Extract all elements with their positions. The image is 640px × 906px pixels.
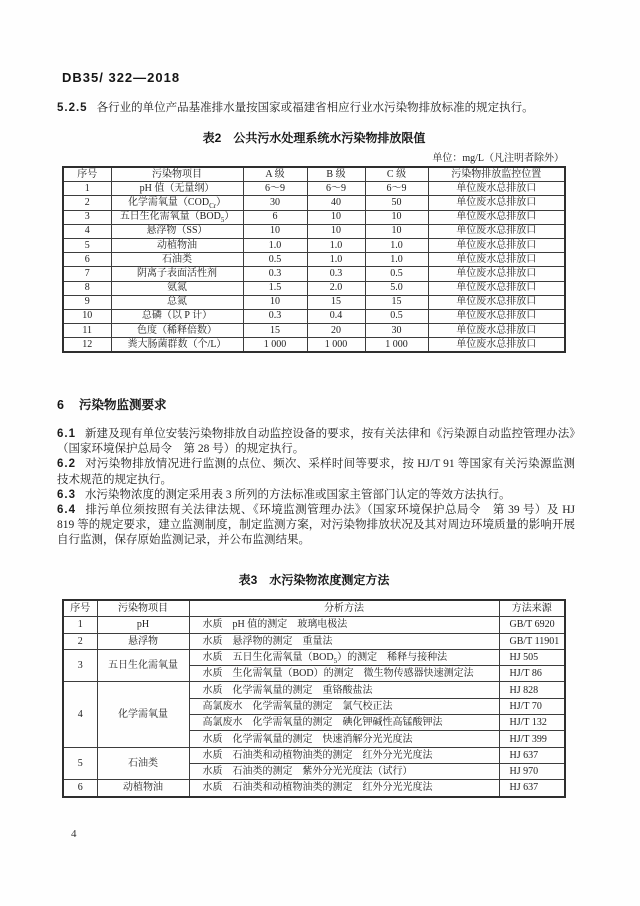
table3-header-cell: 分析方法 (189, 600, 499, 617)
clause-paragraph (57, 427, 575, 457)
table2-cell: 1.0 (365, 238, 428, 252)
table3-method-cell: 水质 石油类和动植物油类的测定 红外分光光度法 (189, 780, 499, 797)
section-6-heading (57, 395, 166, 413)
table3-source-cell: HJ 505 (499, 649, 565, 665)
table2-cell: 色度（稀释倍数） (111, 324, 243, 338)
table2-cell: 8 (63, 281, 111, 295)
table3-caption-title: 水污染物浓度测定方法 (269, 573, 390, 587)
table2-row (63, 224, 565, 238)
table2-cell: 40 (307, 196, 365, 210)
table2-cell: 1.0 (365, 253, 428, 267)
table2-cell: 单位废水总排放口 (428, 338, 565, 353)
table2-header-cell: 污染物排放监控位置 (428, 167, 565, 182)
table3-no-cell: 3 (63, 649, 97, 682)
table3-header-cell: 序号 (63, 600, 97, 617)
table2-cell: 总磷（以 P 计） (111, 309, 243, 323)
table3-method-cell: 水质 pH 值的测定 玻璃电极法 (189, 617, 499, 633)
table2-cell: 2.0 (307, 281, 365, 295)
section-number: 6 (57, 398, 65, 412)
clause-text: 排污单位须按照有关法律法规、《环境监测管理办法》（国家环境保护总局令 第 39 号）及 HJ 819 等的规定要求，建立监测制度，制定监测方案，对污染物排放状况及其对周边环境质量的影响开展自行监测，保存原始监测记录，并公布监测结果。 (57, 504, 575, 547)
table2-cell: 7 (63, 267, 111, 281)
table2-cell: 1 000 (243, 338, 307, 353)
table3-method-cell: 水质 化学需氧量的测定 快速消解分光光度法 (189, 731, 499, 747)
table3 (62, 599, 566, 798)
clause-paragraph (57, 457, 575, 487)
table3-method-cell: 水质 生化需氧量（BOD）的测定 微生物传感器快速测定法 (189, 666, 499, 682)
table2-cell: 50 (365, 196, 428, 210)
doc-number: DB35/ 322—2018 (62, 70, 181, 85)
page-number: 4 (71, 828, 77, 840)
table3-row (63, 780, 565, 797)
table2-header-cell: 污染物项目 (111, 167, 243, 182)
table2-cell: 总氮 (111, 295, 243, 309)
table2-cell: 单位废水总排放口 (428, 182, 565, 196)
table2-cell: 五日生化需氧量$(BOD_5)$ (111, 210, 243, 224)
table2-cell: 6 (243, 210, 307, 224)
table2-cell: 石油类 (111, 253, 243, 267)
table3-method-cell: 水质 悬浮物的测定 重量法 (189, 633, 499, 649)
table2-cell: 20 (307, 324, 365, 338)
clause-5-2-5 (57, 100, 575, 116)
table2-cell: 0.4 (307, 309, 365, 323)
table2-cell: pH 值（无量纲） (111, 182, 243, 196)
table2-cell: 12 (63, 338, 111, 353)
table2-header-row (63, 167, 565, 182)
table3-source-cell: HJ/T 132 (499, 715, 565, 731)
table3-header-row (63, 600, 565, 617)
table2-cell: 1.0 (307, 253, 365, 267)
table2-cell: 11 (63, 324, 111, 338)
table2-cell: 单位废水总排放口 (428, 324, 565, 338)
table3-source-cell: HJ/T 86 (499, 666, 565, 682)
table2-cell: 10 (365, 224, 428, 238)
table2-cell: 1.5 (243, 281, 307, 295)
table2-caption (62, 129, 566, 146)
table2-cell: 9 (63, 295, 111, 309)
table2-cell: 30 (243, 196, 307, 210)
table3-source-cell: HJ 637 (499, 747, 565, 763)
table2-row (63, 253, 565, 267)
table2-cell: 氨氮 (111, 281, 243, 295)
table2-cell: 4 (63, 224, 111, 238)
clause-text: 各行业的单位产品基准排水量按国家或福建省相应行业水污染物排放标准的规定执行。 (96, 102, 534, 114)
table3-row (63, 682, 565, 698)
table3-no-cell: 6 (63, 780, 97, 797)
table2-body (63, 182, 565, 353)
table3-source-cell: GB/T 6920 (499, 617, 565, 633)
table2-header-cell: C 级 (365, 167, 428, 182)
table3-item-cell: 五日生化需氧量 (97, 649, 189, 682)
table2-caption-title: 公共污水处理系统水污染物排放限值 (233, 131, 426, 145)
table2-cell: 10 (243, 295, 307, 309)
table2-cell: 单位废水总排放口 (428, 309, 565, 323)
clause-text: 水污染物浓度的测定采用表 3 所列的方法标准或国家主管部门认定的等效方法执行。 (85, 488, 511, 501)
table3-source-cell: HJ/T 399 (499, 731, 565, 747)
clause-paragraph (57, 488, 575, 503)
table2-cell: 单位废水总排放口 (428, 281, 565, 295)
table2-cell: 单位废水总排放口 (428, 196, 565, 210)
clause-text: 对污染物排放情况进行监测的点位、频次、采样时间等要求，按 HJ/T 91 等国家有关污染源监测技术规范的规定执行。 (57, 458, 575, 486)
table3-item-cell: 石油类 (97, 747, 189, 780)
table2-cell: 6～9 (243, 182, 307, 196)
table3-source-cell: HJ 637 (499, 780, 565, 797)
clause-number: 6.4 (57, 504, 76, 517)
table2-cell: 0.5 (365, 267, 428, 281)
table3-row (63, 617, 565, 633)
table2-cell: 15 (365, 295, 428, 309)
table2-cell: 30 (365, 324, 428, 338)
table2-cell: 单位废水总排放口 (428, 238, 565, 252)
table2-cell: 1 (63, 182, 111, 196)
clause-number: 5.2.5 (57, 102, 88, 114)
table2-cell: 0.3 (243, 309, 307, 323)
table2-cell: 单位废水总排放口 (428, 224, 565, 238)
table2-cell: 0.5 (365, 309, 428, 323)
table3-source-cell: HJ 828 (499, 682, 565, 698)
table3-method-cell: 水质 石油类和动植物油类的测定 红外分光光度法 (189, 747, 499, 763)
table3-row (63, 747, 565, 763)
unit-note: 单位：mg/L（凡注明者除外） (432, 153, 564, 164)
clause-number: 6.3 (57, 488, 76, 501)
table2-cell: 0.5 (243, 253, 307, 267)
table2-cell: 悬浮物（SS） (111, 224, 243, 238)
table2-cell: 1 000 (365, 338, 428, 353)
table2-cell: 10 (307, 224, 365, 238)
table3-body (63, 617, 565, 797)
table2-cell: 5 (63, 238, 111, 252)
table2-row (63, 267, 565, 281)
table2-cell: 0.3 (243, 267, 307, 281)
table2-row (63, 309, 565, 323)
table2-cell: 10 (307, 210, 365, 224)
section-title: 污染物监测要求 (78, 398, 167, 412)
table3-source-cell: HJ/T 70 (499, 698, 565, 714)
table2-cell: 15 (307, 295, 365, 309)
table2-cell: 1 000 (307, 338, 365, 353)
table2-cell: 2 (63, 196, 111, 210)
table2-row (63, 238, 565, 252)
table3-no-cell: 4 (63, 682, 97, 747)
table2-header-cell: B 级 (307, 167, 365, 182)
table2-cell: 10 (243, 224, 307, 238)
table2-cell: 单位废水总排放口 (428, 210, 565, 224)
table2-cell: 单位废水总排放口 (428, 267, 565, 281)
clause-number: 6.1 (57, 428, 76, 440)
table3-caption-label: 表3 (238, 573, 258, 587)
table2-cell: 10 (63, 309, 111, 323)
table2-row (63, 210, 565, 224)
table2-cell: 动植物油 (111, 238, 243, 252)
table2-cell: 6 (63, 253, 111, 267)
table3-no-cell: 5 (63, 747, 97, 780)
table3-row (63, 633, 565, 649)
table2-row (63, 324, 565, 338)
table2-header-cell: 序号 (63, 167, 111, 182)
table2-cell: 化学需氧量$(COD_{Cr})$ (111, 196, 243, 210)
table3-method-cell: 水质 石油类的测定 紫外分光光度法（试行） (189, 763, 499, 779)
table2-row (63, 295, 565, 309)
table2-row (63, 338, 565, 353)
table2-cell: 1.0 (307, 238, 365, 252)
table2-cell: 5.0 (365, 281, 428, 295)
section-6-clauses (57, 427, 575, 549)
table3-item-cell: 动植物油 (97, 780, 189, 797)
table2-header-cell: A 级 (243, 167, 307, 182)
table3-method-cell: 水质 五日生化需氧量$(BOD_5)$的测定 稀释与接种法 (189, 649, 499, 665)
table2-cell: 0.3 (307, 267, 365, 281)
table3-row (63, 649, 565, 665)
clause-paragraph (57, 503, 575, 549)
table2-cell: 6～9 (365, 182, 428, 196)
table3-source-cell: GB/T 11901 (499, 633, 565, 649)
table2-cell: 粪大肠菌群数（个/L） (111, 338, 243, 353)
table3-method-cell: 水质 化学需氧量的测定 重铬酸盐法 (189, 682, 499, 698)
table2-cell: 单位废水总排放口 (428, 295, 565, 309)
table3-method-cell: 高氯废水 化学需氧量的测定 氯气校正法 (189, 698, 499, 714)
table2-cell: 阴离子表面活性剂 (111, 267, 243, 281)
table3-item-cell: 化学需氧量 (97, 682, 189, 747)
table3-item-cell: 悬浮物 (97, 633, 189, 649)
table2-cell: 10 (365, 210, 428, 224)
table2-cell: 15 (243, 324, 307, 338)
table2-row (63, 281, 565, 295)
clause-number: 6.2 (57, 458, 76, 471)
table2-cell: 3 (63, 210, 111, 224)
table2 (62, 166, 566, 353)
table3-caption (62, 571, 566, 588)
table3-source-cell: HJ 970 (499, 763, 565, 779)
clause-text: 新建及现有单位安装污染物排放自动监控设备的要求，按有关法律和《污染源自动监控管理办法》（国家环境保护总局令 第 28 号）的规定执行。 (57, 428, 575, 456)
table3-method-cell: 高氯废水 化学需氧量的测定 碘化钾碱性高锰酸钾法 (189, 715, 499, 731)
table2-caption-label: 表2 (202, 131, 222, 145)
table2-cell: 单位废水总排放口 (428, 253, 565, 267)
table3-header-cell: 方法来源 (499, 600, 565, 617)
table3-item-cell: pH (97, 617, 189, 633)
table3-no-cell: 2 (63, 633, 97, 649)
table2-cell: 6～9 (307, 182, 365, 196)
table2-cell: 1.0 (243, 238, 307, 252)
table2-row (63, 196, 565, 210)
table2-row (63, 182, 565, 196)
table3-no-cell: 1 (63, 617, 97, 633)
table3-header-cell: 污染物项目 (97, 600, 189, 617)
